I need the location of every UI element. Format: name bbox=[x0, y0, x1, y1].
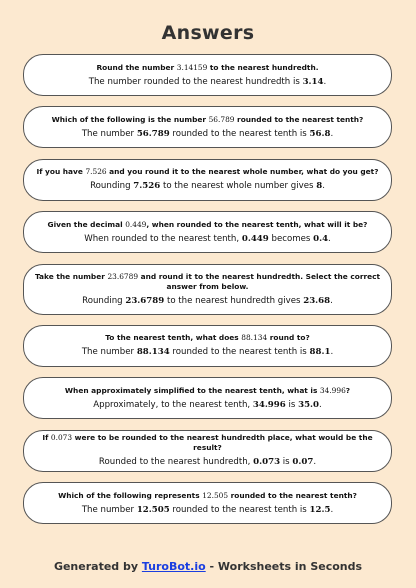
footer-suffix: - Worksheets in Seconds bbox=[205, 560, 363, 573]
answer-card bbox=[23, 106, 392, 148]
answer-card bbox=[23, 54, 392, 96]
answer-list bbox=[23, 54, 392, 535]
answer-card bbox=[23, 264, 392, 315]
question-text: If 0.073 were to be rounded to the nearest hundredth place, what would be the result? bbox=[42, 433, 373, 453]
answer-card bbox=[23, 430, 392, 472]
answer-text: Rounding 23.6789 to the nearest hundredth gives 23.68. bbox=[82, 295, 333, 306]
question-text: When approximately simplified to the nearest tenth, what is 34.996? bbox=[64, 385, 351, 395]
answer-card bbox=[23, 482, 392, 524]
answer-text: When rounded to the nearest tenth, 0.449 becomes 0.4. bbox=[84, 233, 331, 244]
question-text: Given the decimal 0.449, when rounded to the nearest tenth, what will it be? bbox=[47, 219, 368, 229]
answer-text: The number 12.505 rounded to the nearest tenth is 12.5. bbox=[81, 504, 334, 515]
answer-card bbox=[23, 325, 392, 367]
turobot-link[interactable]: TuroBot.io bbox=[141, 560, 206, 573]
answer-text: The number 88.134 rounded to the nearest tenth is 88.1. bbox=[81, 347, 334, 358]
question-text: To the nearest tenth, what does 88.134 round to? bbox=[105, 333, 310, 343]
question-text: Round the number 3.14159 to the nearest hundredth. bbox=[96, 62, 319, 72]
answer-text: The number rounded to the nearest hundredth is 3.14. bbox=[88, 76, 327, 87]
answer-card bbox=[23, 211, 392, 253]
question-text: Which of the following represents 12.505 rounded to the nearest tenth? bbox=[58, 490, 357, 500]
footer-prefix: Generated by bbox=[53, 560, 142, 573]
answer-card bbox=[23, 159, 392, 201]
question-text: If you have 7.526 and you round it to the nearest whole number, what do you get? bbox=[36, 167, 379, 177]
question-text: Which of the following is the number 56.789 rounded to the nearest tenth? bbox=[51, 114, 364, 124]
footer bbox=[0, 560, 416, 573]
question-text: Take the number 23.6789 and round it to the nearest hundredth. Select the correct answer from below. bbox=[34, 271, 381, 291]
answer-text: The number 56.789 rounded to the nearest tenth is 56.8. bbox=[81, 128, 334, 139]
answer-text: Rounded to the nearest hundredth, 0.073 is 0.07. bbox=[98, 457, 317, 468]
answer-text: Approximately, to the nearest tenth, 34.996 is 35.0. bbox=[93, 399, 322, 410]
answer-card bbox=[23, 377, 392, 419]
answer-text: Rounding 7.526 to the nearest whole number gives 8. bbox=[90, 181, 325, 192]
page-title: Answers bbox=[161, 22, 255, 44]
